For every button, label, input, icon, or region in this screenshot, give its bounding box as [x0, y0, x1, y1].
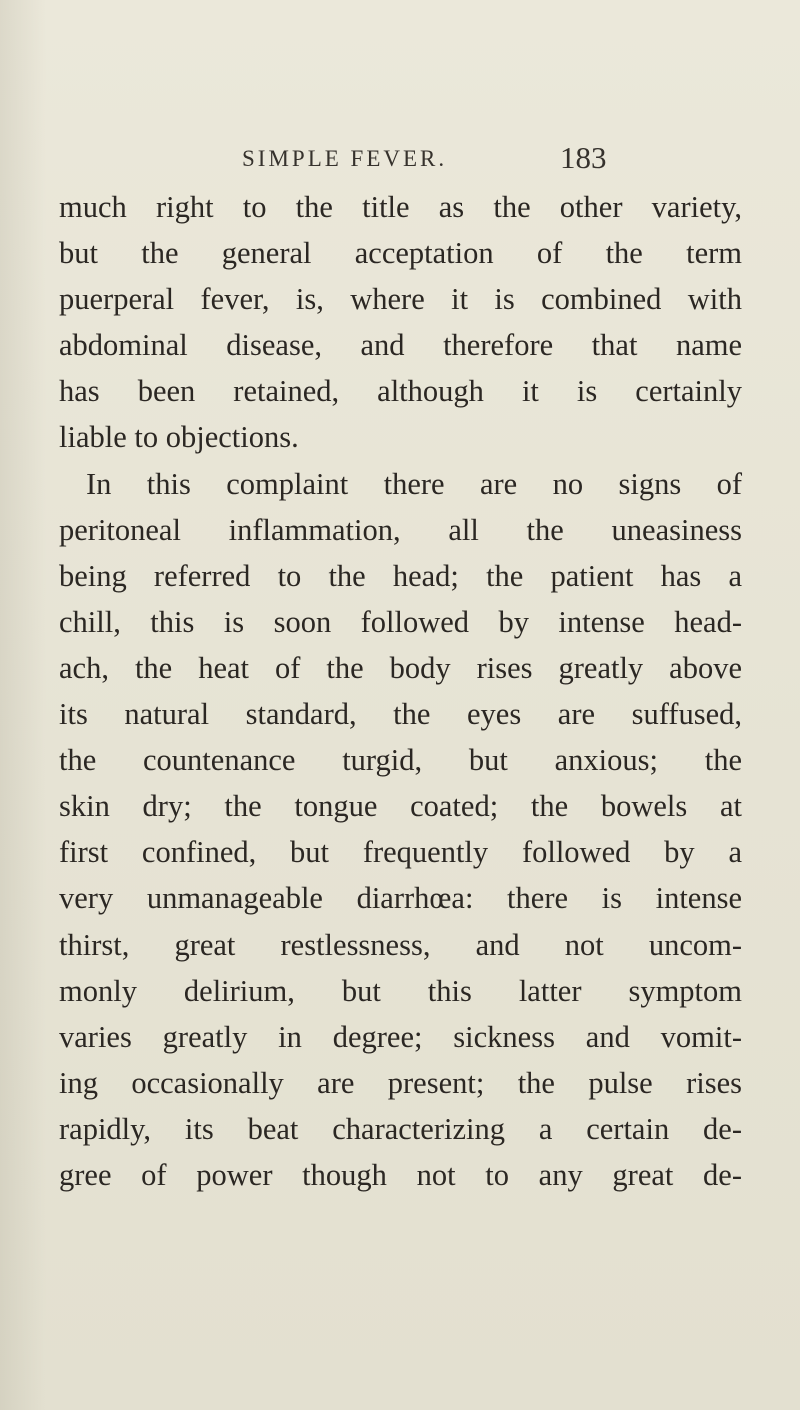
running-header-title: SIMPLE FEVER.: [242, 146, 448, 171]
body-text: [59, 184, 742, 1198]
page-number: 183: [560, 140, 607, 175]
text-line: thirst, great restlessness, and not uncom-: [59, 927, 742, 962]
text-line: varies greatly in degree; sickness and vomit-: [59, 1019, 742, 1054]
text-line: but the general acceptation of the term: [59, 236, 742, 271]
text-line: much right to the title as the other variety,: [59, 190, 742, 224]
text-line: being referred to the head; the patient has a: [59, 558, 742, 593]
text-line: skin dry; the tongue coated; the bowels at: [59, 789, 742, 824]
text-line: the countenance turgid, but anxious; the: [59, 743, 742, 778]
text-line: gree of power though not to any great de-: [59, 1157, 742, 1192]
text-line: peritoneal inflammation, all the uneasiness: [59, 512, 742, 547]
text-line: rapidly, its beat characterizing a certain de-: [59, 1111, 742, 1146]
text-line: very unmanageable diarrhœa: there is intense: [59, 881, 742, 916]
page-edge-shadow: [0, 0, 46, 1410]
text-line: ach, the heat of the body rises greatly above: [59, 650, 742, 685]
text-line: In this complaint there are no signs of: [86, 466, 742, 501]
text-line: chill, this is soon followed by intense head-: [59, 604, 742, 639]
text-line: monly delirium, but this latter symptom: [59, 973, 742, 1008]
text-line: has been retained, although it is certainly: [59, 374, 742, 409]
text-line: abdominal disease, and therefore that name: [59, 328, 742, 363]
text-line: ing occasionally are present; the pulse rises: [59, 1065, 742, 1100]
text-line: first confined, but frequently followed by a: [59, 835, 742, 870]
text-line: liable to objections.: [59, 420, 299, 455]
text-line: its natural standard, the eyes are suffused,: [59, 697, 742, 732]
text-line: puerperal fever, is, where it is combined with: [59, 282, 742, 317]
